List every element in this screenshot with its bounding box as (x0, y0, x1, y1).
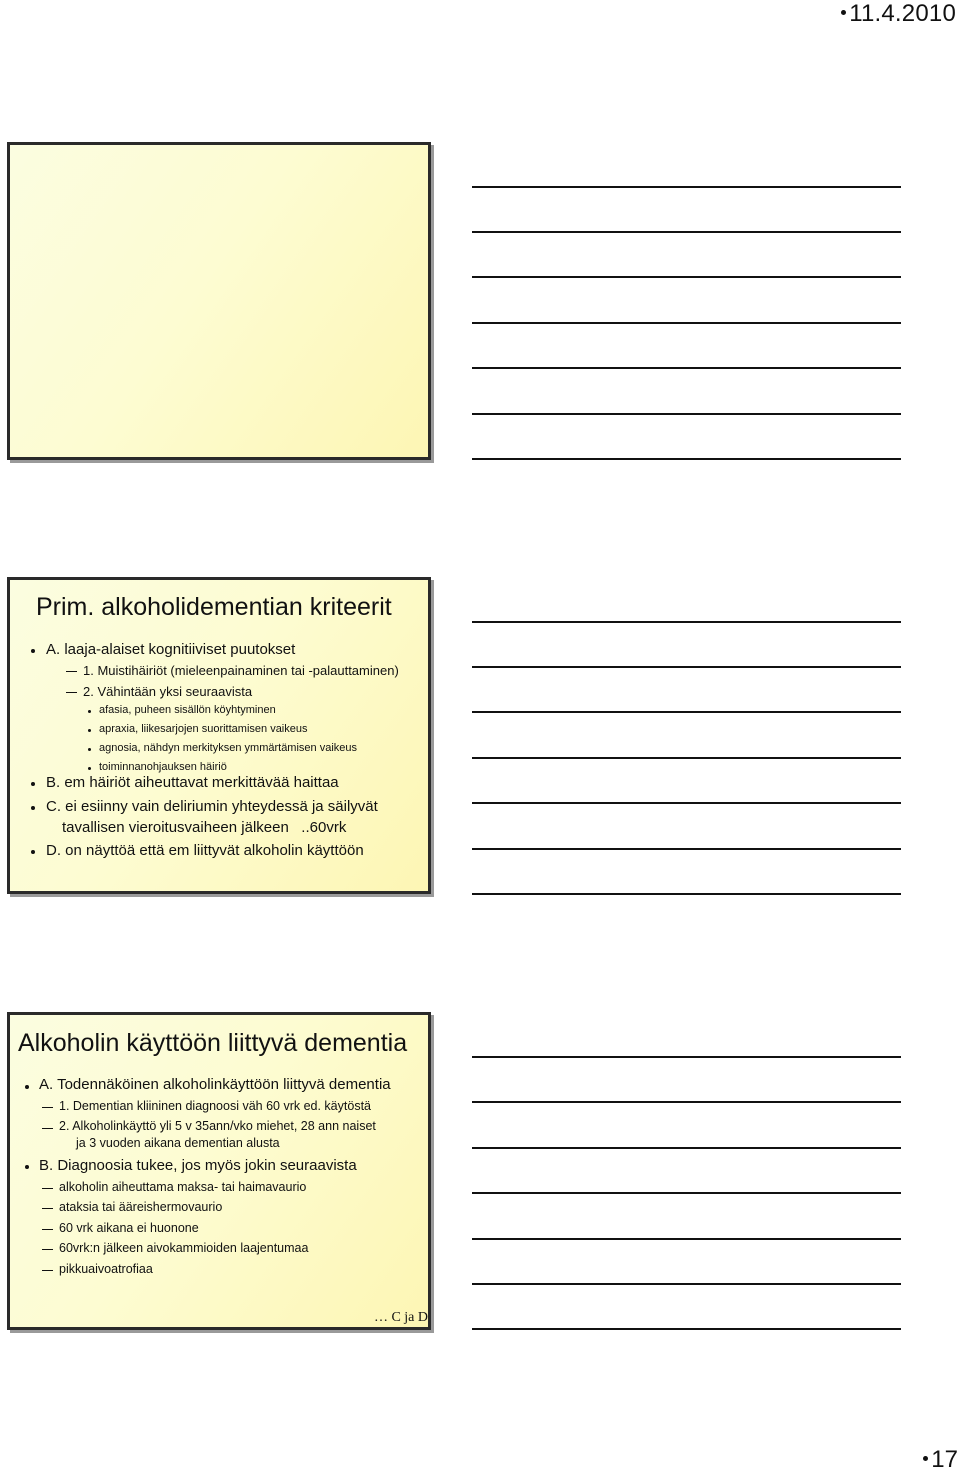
sub-item-2: 2. Alkoholinkäyttö yli 5 v 35ann/vko miehet, 28 ann naiset (59, 1119, 376, 1133)
criterion-b: B. em häiriöt aiheuttavat merkittävää haittaa (46, 774, 339, 791)
notes-line (472, 186, 901, 188)
criterion-d: D. on näyttöä että em liittyvät alkoholin käyttöön (46, 842, 364, 859)
slide-3-note: … C ja D (373, 1310, 428, 1325)
dash-icon (42, 1229, 53, 1230)
notes-line (472, 1328, 901, 1330)
slide-2 (7, 577, 431, 894)
bullet-icon (25, 1165, 29, 1169)
notes-line (472, 458, 901, 460)
dash-icon (42, 1188, 53, 1189)
sub-item-1: 1. Muistihäiriöt (mieleenpainaminen tai -palauttaminen) (83, 663, 399, 678)
notes-line (472, 1147, 901, 1149)
bullet-icon (31, 806, 35, 810)
bullet-icon (88, 748, 91, 751)
notes-line (472, 893, 901, 895)
bullet-icon (25, 1085, 29, 1089)
slide-3-title: Alkoholin käyttöön liittyvä dementia (18, 1029, 408, 1057)
bullet-icon (31, 649, 35, 653)
dash-icon (42, 1270, 53, 1271)
notes-line (472, 1101, 901, 1103)
slide-1-blank (7, 142, 431, 460)
dash-icon (42, 1208, 53, 1209)
bullet-icon (31, 782, 35, 786)
criterion-c-cont: tavallisen vieroitusvaiheen jälkeen ..60vrk (62, 819, 347, 836)
sub-sub-item: afasia, puheen sisällön köyhtyminen (99, 704, 276, 716)
dash-icon (42, 1107, 53, 1108)
slide-3 (7, 1012, 431, 1330)
sub-item-2-cont: ja 3 vuoden aikana dementian alusta (76, 1136, 280, 1150)
page-bullet-icon (923, 1456, 928, 1461)
page-number (923, 1446, 958, 1474)
dash-icon (66, 692, 77, 693)
page-number-text: 17 (931, 1446, 958, 1473)
criterion-b: B. Diagnoosia tukee, jos myös jokin seuraavista (39, 1157, 357, 1174)
criterion-a: A. Todennäköinen alkoholinkäyttöön liittyvä dementia (39, 1076, 391, 1093)
notes-line (472, 367, 901, 369)
support-item: 60 vrk aikana ei huonone (59, 1221, 199, 1235)
notes-line (472, 848, 901, 850)
criterion-a: A. laaja-alaiset kognitiiviset puutokset (46, 641, 296, 658)
bullet-icon (31, 850, 35, 854)
sub-sub-item: apraxia, liikesarjojen suorittamisen vaikeus (99, 723, 308, 735)
notes-line (472, 1056, 901, 1058)
sub-sub-item: agnosia, nähdyn merkityksen ymmärtämisen vaikeus (99, 742, 358, 754)
support-item: pikkuaivoatrofiaa (59, 1262, 153, 1276)
notes-line (472, 276, 901, 278)
notes-line (472, 1238, 901, 1240)
sub-sub-item: toiminnanohjauksen häiriö (99, 761, 227, 773)
criterion-c: C. ei esiinny vain deliriumin yhteydessä ja säilyvät (46, 798, 378, 815)
notes-line (472, 1283, 901, 1285)
notes-line (472, 413, 901, 415)
sub-item-1: 1. Dementian kliininen diagnoosi väh 60 vrk ed. käytöstä (59, 1099, 371, 1113)
bullet-icon (88, 767, 91, 770)
dash-icon (42, 1249, 53, 1250)
support-item: ataksia tai ääreishermovaurio (59, 1200, 223, 1214)
sub-item-2: 2. Vähintään yksi seuraavista (83, 684, 253, 699)
notes-line (472, 757, 901, 759)
support-item: 60vrk:n jälkeen aivokammioiden laajentumaa (59, 1241, 309, 1255)
bullet-icon (88, 710, 91, 713)
notes-line (472, 231, 901, 233)
header-date (841, 0, 956, 28)
slide-2-title: Prim. alkoholidementian kriteerit (36, 593, 392, 621)
notes-line (472, 711, 901, 713)
notes-line (472, 322, 901, 324)
support-item: alkoholin aiheuttama maksa- tai haimavaurio (59, 1180, 307, 1194)
dash-icon (66, 671, 77, 672)
header-bullet-icon (841, 10, 846, 15)
notes-line (472, 802, 901, 804)
notes-line (472, 621, 901, 623)
notes-line (472, 1192, 901, 1194)
header-date-text: 11.4.2010 (849, 0, 956, 27)
bullet-icon (88, 729, 91, 732)
dash-icon (42, 1128, 53, 1129)
notes-line (472, 666, 901, 668)
